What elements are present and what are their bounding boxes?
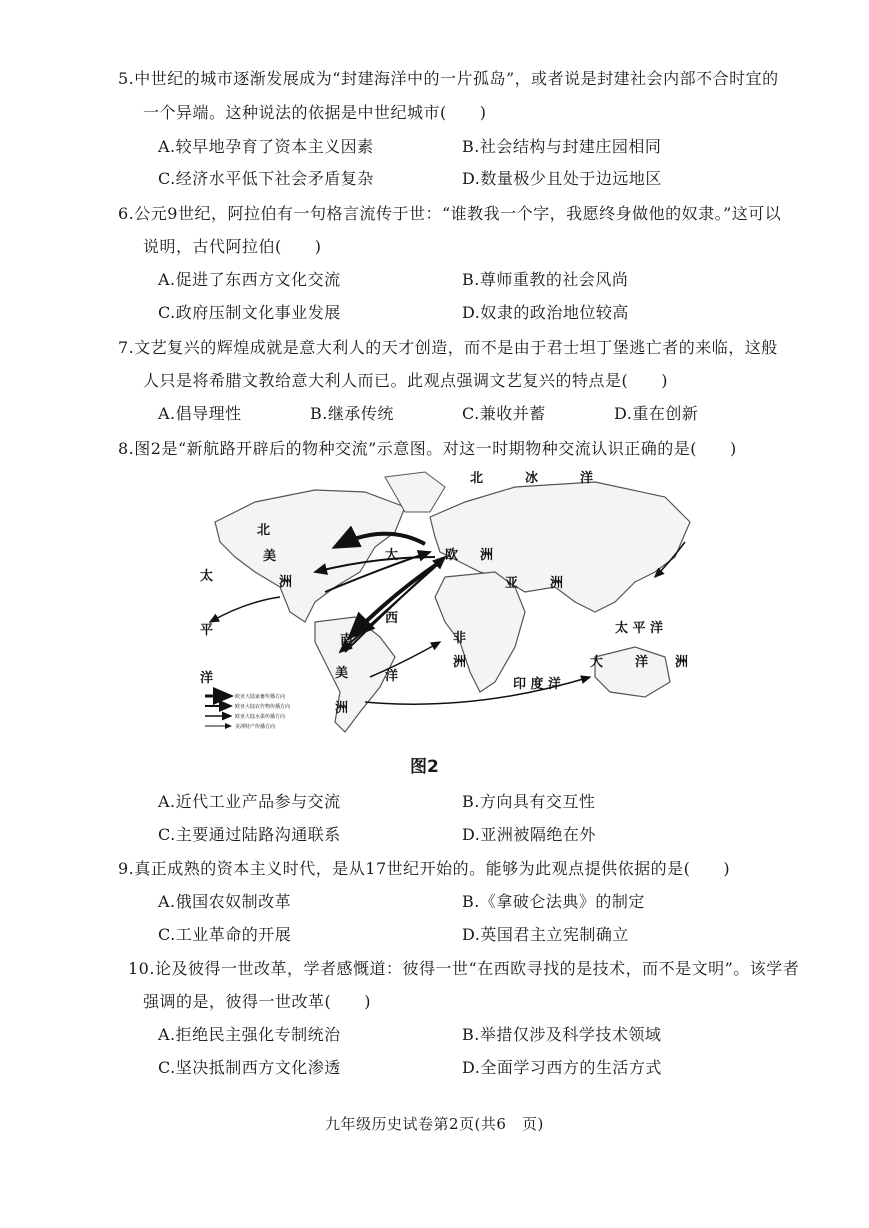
label-north-ice-ocean-1: 北 [470,471,484,486]
label-atlantic-2: 西 [385,611,399,626]
question-9-line-1: 9.真正成熟的资本主义时代，是从17世纪开始的。能够为此观点提供依据的是( ) [118,859,731,878]
question-7-option-d: D.重在创新 [614,404,699,423]
label-europe-2: 洲 [480,548,494,563]
label-asia-1: 亚 [505,576,519,591]
label-north-america-2: 美 [263,549,277,564]
label-asia-2: 洲 [550,576,564,591]
question-6-option-c: C.政府压制文化事业发展 [158,303,341,322]
label-pacific-left-2: 平 [200,623,214,638]
question-7-option-c: C.兼收并蓄 [462,404,546,423]
question-9-option-b: B.《拿破仑法典》的制定 [462,892,645,911]
label-south-america-1: 南 [340,633,354,648]
label-south-america-3: 洲 [335,701,349,716]
question-10-option-b: B.举措仅涉及科学技术领域 [462,1025,662,1044]
label-indian-ocean: 印 度 洋 [513,677,562,692]
question-7-option-a: A.倡导理性 [158,404,242,423]
label-atlantic-3: 洋 [385,669,399,684]
label-north-america-1: 北 [257,523,271,538]
question-10-option-d: D.全面学习西方的生活方式 [462,1058,662,1077]
question-5-line-2: 一个异端。这种说法的依据是中世纪城市( ) [143,103,487,122]
question-5-option-b: B.社会结构与封建庄园相同 [462,137,662,156]
question-5-option-d: D.数量极少且处于边远地区 [462,169,662,188]
label-oceania-1: 大 [590,655,604,670]
label-europe-1: 欧 [445,548,459,563]
question-8-option-c: C.主要通过陆路沟通联系 [158,825,341,844]
label-africa-1: 非 [453,631,467,646]
label-pacific-right: 太 平 洋 [615,621,664,636]
question-7-option-b: B.继承传统 [310,404,394,423]
species-exchange-map [195,462,695,742]
question-10-option-a: A.拒绝民主强化专制统治 [158,1025,341,1044]
label-oceania-3: 洲 [675,655,689,670]
page-footer: 九年级历史试卷第2页(共6 页) [325,1115,544,1133]
legend-item-fruits: 欧亚大陆水果传播方向 [235,714,286,720]
label-north-ice-ocean-2: 冰 [525,471,539,486]
figure-caption: 图2 [410,757,439,777]
question-6-line-1: 6.公元9世纪，阿拉伯有一句格言流传于世：“谁教我一个字，我愿终身做他的奴隶。”这可以 [118,204,782,223]
question-6-option-a: A.促进了东西方文化交流 [158,270,341,289]
question-5-line-1: 5.中世纪的城市逐渐发展成为“封建海洋中的一片孤岛”，或者说是封建社会内部不合时宜的 [118,69,779,88]
question-10-line-2: 强调的是，彼得一世改革( ) [143,992,371,1011]
label-north-ice-ocean-3: 洋 [580,471,594,486]
question-9-option-d: D.英国君主立宪制确立 [462,925,629,944]
label-oceania-2: 洋 [635,655,649,670]
question-8-line-1: 8.图2是“新航路开辟后的物种交流”示意图。对这一时期物种交流认识正确的是( ) [118,439,737,458]
label-pacific-left-1: 太 [200,569,214,584]
question-10-line-1: 10.论及彼得一世改革，学者感慨道：彼得一世“在西欧寻找的是技术，而不是文明”。该学者 [128,959,800,978]
question-6-option-b: B.尊师重教的社会风尚 [462,270,629,289]
label-pacific-left-3: 洋 [200,671,214,686]
question-7-line-1: 7.文艺复兴的辉煌成就是意大利人的天才创造，而不是由于君士坦丁堡逃亡者的来临，这般 [118,338,778,357]
label-africa-2: 洲 [453,655,467,670]
question-5-option-c: C.经济水平低下社会矛盾复杂 [158,169,374,188]
question-8-option-a: A.近代工业产品参与交流 [158,792,341,811]
question-10-option-c: C.坚决抵制西方文化渗透 [158,1058,341,1077]
question-5-option-a: A.较早地孕育了资本主义因素 [158,137,374,156]
question-8-option-b: B.方向具有交互性 [462,792,596,811]
legend-item-crops: 欧亚大陆农作物传播方向 [235,704,291,710]
legend-item-america-specialties: 美洲特产传播方向 [235,724,276,730]
label-south-america-2: 美 [335,666,349,681]
question-6-line-2: 说明，古代阿拉伯( ) [143,237,322,256]
question-6-option-d: D.奴隶的政治地位较高 [462,303,629,322]
label-north-america-3: 洲 [279,575,293,590]
legend-item-livestock: 欧亚大陆家畜传播方向 [235,694,286,700]
question-9-option-c: C.工业革命的开展 [158,925,292,944]
question-7-line-2: 人只是将希腊文教给意大利人而已。此观点强调文艺复兴的特点是( ) [143,371,668,390]
label-atlantic-1: 大 [385,548,399,563]
question-9-option-a: A.俄国农奴制改革 [158,892,292,911]
question-8-option-d: D.亚洲被隔绝在外 [462,825,596,844]
